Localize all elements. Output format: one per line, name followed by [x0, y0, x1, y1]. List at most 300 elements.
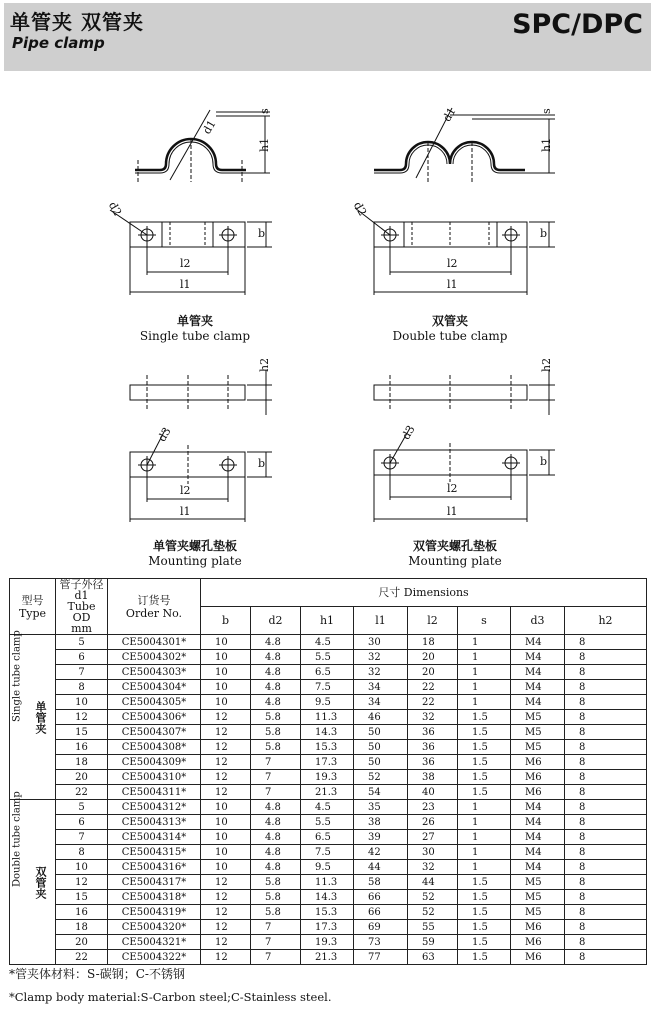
- table-cell: 4.8: [251, 695, 301, 710]
- table-row: [10, 905, 647, 920]
- table-cell: CE5004319*: [108, 905, 201, 920]
- caption-single-plate: [110, 539, 280, 569]
- table-cell: 44: [354, 860, 408, 875]
- caption-single-en: Single tube clamp: [139, 329, 251, 343]
- table-cell: 4.8: [251, 860, 301, 875]
- dim-d1: d1: [200, 117, 219, 137]
- dim-d1-double: d1: [440, 105, 459, 124]
- table-cell: 66: [354, 890, 408, 905]
- table-cell: 40: [408, 785, 458, 800]
- table-cell: 10: [56, 695, 108, 710]
- table-cell: 7.5: [301, 845, 354, 860]
- table-row: [10, 725, 647, 740]
- table-cell: 19.3: [301, 935, 354, 950]
- table-cell: M4: [511, 800, 565, 815]
- table-cell: 11.3: [301, 710, 354, 725]
- table-cell: 4.8: [251, 680, 301, 695]
- dim-b-double: b: [540, 227, 548, 240]
- table-cell: 8: [565, 905, 647, 920]
- table-row: [10, 710, 647, 725]
- table-cell: 6.5: [301, 665, 354, 680]
- table-cell: 8: [565, 710, 647, 725]
- dim-l2: l2: [180, 257, 191, 270]
- table-cell: 7: [251, 920, 301, 935]
- table-cell: 1: [458, 665, 511, 680]
- dim-l2-double: l2: [447, 257, 458, 270]
- table-cell: 1.5: [458, 710, 511, 725]
- table-cell: 10: [201, 695, 251, 710]
- table-cell: 5.8: [251, 740, 301, 755]
- table-cell: 8: [565, 860, 647, 875]
- dim-l2-plate: l2: [180, 484, 191, 497]
- table-cell: 4.5: [301, 635, 354, 650]
- table-cell: 12: [201, 785, 251, 800]
- caption-plate-single-cn: 单管夹螺孔垫板: [152, 539, 237, 553]
- dim-l1-double: l1: [447, 278, 458, 291]
- table-cell: CE5004318*: [108, 890, 201, 905]
- table-cell: 12: [201, 905, 251, 920]
- table-row: [10, 950, 647, 965]
- table-cell: CE5004322*: [108, 950, 201, 965]
- type-double-cell: Double tube clamp 双管夹: [10, 800, 56, 965]
- dim-h2-double: h2: [540, 357, 553, 372]
- table-cell: 7: [251, 950, 301, 965]
- single-clamp-side-view: [135, 108, 271, 182]
- table-cell: 12: [56, 710, 108, 725]
- table-cell: 21.3: [301, 950, 354, 965]
- table-cell: 55: [408, 920, 458, 935]
- table-cell: M6: [511, 770, 565, 785]
- table-cell: 5.5: [301, 650, 354, 665]
- table-cell: M6: [511, 785, 565, 800]
- table-cell: 15: [56, 725, 108, 740]
- table-cell: 36: [408, 740, 458, 755]
- table-cell: 1.5: [458, 875, 511, 890]
- table-cell: 52: [354, 770, 408, 785]
- table-row: [10, 665, 647, 680]
- table-cell: 8: [565, 800, 647, 815]
- table-cell: 4.8: [251, 800, 301, 815]
- dim-l1-plate: l1: [180, 505, 191, 518]
- table-cell: 42: [354, 845, 408, 860]
- table-cell: CE5004305*: [108, 695, 201, 710]
- table-cell: CE5004314*: [108, 830, 201, 845]
- table-cell: 10: [201, 830, 251, 845]
- table-cell: 7: [251, 770, 301, 785]
- table-cell: 6.5: [301, 830, 354, 845]
- table-cell: 5: [56, 800, 108, 815]
- table-cell: 38: [354, 815, 408, 830]
- table-cell: 50: [354, 755, 408, 770]
- caption-plate-double-en: Mounting plate: [408, 554, 502, 568]
- table-cell: 22: [56, 950, 108, 965]
- table-cell: M5: [511, 740, 565, 755]
- table-cell: 7.5: [301, 680, 354, 695]
- table-cell: M5: [511, 890, 565, 905]
- table-cell: 8: [565, 695, 647, 710]
- table-cell: 14.3: [301, 725, 354, 740]
- note-material-en: *Clamp body material:S-Carbon steel;C-Stainless steel.: [9, 990, 332, 1004]
- table-cell: M4: [511, 635, 565, 650]
- table-cell: M4: [511, 815, 565, 830]
- table-cell: 27: [408, 830, 458, 845]
- table-cell: CE5004310*: [108, 770, 201, 785]
- header-col-l1: l1: [354, 607, 408, 635]
- table-cell: 1.5: [458, 785, 511, 800]
- dim-h2: h2: [258, 357, 271, 372]
- table-cell: 20: [56, 770, 108, 785]
- table-cell: 63: [408, 950, 458, 965]
- table-cell: 1.5: [458, 725, 511, 740]
- table-cell: M4: [511, 845, 565, 860]
- caption-double-en: Double tube clamp: [392, 329, 508, 343]
- table-cell: 12: [201, 920, 251, 935]
- table-cell: 12: [201, 950, 251, 965]
- table-cell: CE5004304*: [108, 680, 201, 695]
- table-cell: 38: [408, 770, 458, 785]
- table-cell: 1: [458, 800, 511, 815]
- table-cell: M6: [511, 755, 565, 770]
- note-material-cn: *管夹体材料：S-碳钢；C-不锈钢: [9, 967, 185, 981]
- header-tube-od: 管子外径 d1 Tube OD mm: [56, 579, 108, 635]
- table-cell: 12: [56, 875, 108, 890]
- table-cell: 8: [565, 920, 647, 935]
- table-cell: 35: [354, 800, 408, 815]
- dim-s: s: [258, 108, 271, 114]
- single-plate-top-view: [130, 425, 272, 522]
- table-cell: 5.8: [251, 875, 301, 890]
- table-cell: 30: [408, 845, 458, 860]
- table-cell: CE5004308*: [108, 740, 201, 755]
- table-cell: 8: [565, 680, 647, 695]
- caption-plate-single-en: Mounting plate: [148, 554, 242, 568]
- table-cell: 8: [56, 845, 108, 860]
- table-row: [10, 935, 647, 950]
- table-cell: 52: [408, 890, 458, 905]
- table-cell: M4: [511, 830, 565, 845]
- table-row: [10, 875, 647, 890]
- header-col-d2: d2: [251, 607, 301, 635]
- table-cell: CE5004301*: [108, 635, 201, 650]
- table-row: [10, 680, 647, 695]
- table-cell: 1.5: [458, 740, 511, 755]
- table-row: [10, 770, 647, 785]
- table-cell: 52: [408, 905, 458, 920]
- table-cell: 4.8: [251, 650, 301, 665]
- table-cell: 11.3: [301, 875, 354, 890]
- table-cell: 10: [56, 860, 108, 875]
- title-en: Pipe clamp: [12, 34, 105, 52]
- table-cell: 1: [458, 860, 511, 875]
- table-cell: M5: [511, 710, 565, 725]
- table-cell: 8: [565, 665, 647, 680]
- table-cell: 26: [408, 815, 458, 830]
- table-cell: 10: [201, 650, 251, 665]
- table-cell: 1.5: [458, 935, 511, 950]
- single-plate-side-view: [130, 358, 272, 415]
- table-cell: 14.3: [301, 890, 354, 905]
- table-row: [10, 920, 647, 935]
- table-cell: 1: [458, 845, 511, 860]
- table-cell: 9.5: [301, 695, 354, 710]
- table-cell: 1.5: [458, 920, 511, 935]
- table-row: [10, 830, 647, 845]
- table-cell: 20: [408, 650, 458, 665]
- table-cell: CE5004303*: [108, 665, 201, 680]
- table-row: [10, 800, 647, 815]
- dim-d3: d3: [155, 425, 174, 444]
- dim-l2-plate-double: l2: [447, 482, 458, 495]
- table-row: [10, 635, 647, 650]
- table-cell: 59: [408, 935, 458, 950]
- table-cell: 6: [56, 650, 108, 665]
- dim-h1: h1: [258, 137, 271, 152]
- table-cell: 5.5: [301, 815, 354, 830]
- table-cell: 20: [56, 935, 108, 950]
- table-cell: 12: [201, 755, 251, 770]
- caption-double-cn: 双管夹: [431, 314, 468, 328]
- table-cell: 4.8: [251, 845, 301, 860]
- type-single-cell: Single tube clamp 单管夹: [10, 635, 56, 800]
- table-cell: 54: [354, 785, 408, 800]
- table-cell: 12: [201, 875, 251, 890]
- page-header: [4, 3, 651, 71]
- header-order-no: 订货号 Order No.: [108, 579, 201, 635]
- dim-d2: d2: [105, 199, 125, 219]
- dim-b: b: [258, 227, 266, 240]
- table-cell: CE5004313*: [108, 815, 201, 830]
- table-cell: M4: [511, 665, 565, 680]
- table-cell: 4.8: [251, 665, 301, 680]
- table-cell: 1: [458, 830, 511, 845]
- table-cell: 36: [408, 755, 458, 770]
- table-cell: 10: [201, 845, 251, 860]
- table-cell: 69: [354, 920, 408, 935]
- table-cell: 66: [354, 905, 408, 920]
- table-cell: CE5004317*: [108, 875, 201, 890]
- table-cell: 58: [354, 875, 408, 890]
- table-cell: 9.5: [301, 860, 354, 875]
- table-cell: 12: [201, 890, 251, 905]
- header-col-l2: l2: [408, 607, 458, 635]
- table-cell: 8: [565, 875, 647, 890]
- table-cell: 23: [408, 800, 458, 815]
- table-cell: 8: [565, 725, 647, 740]
- table-cell: 18: [408, 635, 458, 650]
- table-row: [10, 845, 647, 860]
- table-cell: 1.5: [458, 770, 511, 785]
- table-cell: 10: [201, 635, 251, 650]
- table-cell: 1.5: [458, 890, 511, 905]
- table-cell: 8: [56, 680, 108, 695]
- table-cell: 4.8: [251, 635, 301, 650]
- table-row: [10, 740, 647, 755]
- dim-b-plate: b: [258, 457, 266, 470]
- table-cell: 4.8: [251, 830, 301, 845]
- table-cell: 12: [201, 740, 251, 755]
- spec-table: [9, 578, 647, 965]
- table-cell: 7: [251, 755, 301, 770]
- table-cell: M4: [511, 650, 565, 665]
- table-cell: 22: [408, 695, 458, 710]
- table-cell: 7: [56, 665, 108, 680]
- double-plate-side-view: [374, 358, 555, 415]
- table-cell: 5: [56, 635, 108, 650]
- table-cell: CE5004316*: [108, 860, 201, 875]
- table-row: [10, 860, 647, 875]
- table-cell: 1: [458, 650, 511, 665]
- caption-double-plate: [370, 539, 540, 569]
- table-row: [10, 695, 647, 710]
- caption-single-clamp: [120, 314, 270, 344]
- table-cell: 10: [201, 680, 251, 695]
- table-cell: 1: [458, 815, 511, 830]
- table-cell: 7: [251, 785, 301, 800]
- table-cell: 8: [565, 845, 647, 860]
- table-cell: CE5004306*: [108, 710, 201, 725]
- caption-plate-double-cn: 双管夹螺孔垫板: [412, 539, 497, 553]
- table-cell: 8: [565, 890, 647, 905]
- header-col-b: b: [201, 607, 251, 635]
- technical-drawings: [0, 70, 655, 575]
- caption-double-clamp: [375, 314, 525, 344]
- table-cell: 22: [408, 680, 458, 695]
- table-cell: 12: [201, 710, 251, 725]
- header-col-h1: h1: [301, 607, 354, 635]
- table-cell: CE5004321*: [108, 935, 201, 950]
- table-cell: 17.3: [301, 920, 354, 935]
- table-cell: 30: [354, 635, 408, 650]
- table-cell: 10: [201, 665, 251, 680]
- double-clamp-top-view: [351, 200, 555, 295]
- table-cell: 7: [56, 830, 108, 845]
- double-clamp-side-view: [374, 105, 555, 182]
- dim-l1: l1: [180, 278, 191, 291]
- single-clamp-top-view: [106, 200, 272, 295]
- table-cell: CE5004311*: [108, 785, 201, 800]
- table-cell: 8: [565, 785, 647, 800]
- dim-h1-double: h1: [540, 137, 553, 152]
- title-cn: 单管夹 双管夹: [10, 10, 144, 34]
- table-cell: 46: [354, 710, 408, 725]
- table-cell: 12: [201, 725, 251, 740]
- table-cell: 12: [201, 770, 251, 785]
- table-cell: 50: [354, 725, 408, 740]
- table-cell: M4: [511, 860, 565, 875]
- table-cell: 15.3: [301, 740, 354, 755]
- table-cell: CE5004312*: [108, 800, 201, 815]
- table-cell: 4.5: [301, 800, 354, 815]
- table-cell: CE5004320*: [108, 920, 201, 935]
- table-cell: 8: [565, 740, 647, 755]
- table-cell: CE5004302*: [108, 650, 201, 665]
- table-cell: 8: [565, 935, 647, 950]
- table-cell: 8: [565, 755, 647, 770]
- table-cell: 12: [201, 935, 251, 950]
- table-cell: 16: [56, 740, 108, 755]
- table-cell: 32: [408, 860, 458, 875]
- table-cell: 1.5: [458, 905, 511, 920]
- table-cell: 8: [565, 770, 647, 785]
- table-cell: M5: [511, 725, 565, 740]
- table-cell: 10: [201, 815, 251, 830]
- table-cell: M6: [511, 950, 565, 965]
- table-cell: 73: [354, 935, 408, 950]
- table-cell: 8: [565, 815, 647, 830]
- dim-s-double: s: [540, 108, 553, 114]
- dim-d3-double: d3: [399, 423, 418, 442]
- table-cell: 5.8: [251, 725, 301, 740]
- table-cell: M6: [511, 920, 565, 935]
- header-type: 型号 Type: [10, 579, 56, 635]
- table-cell: 8: [565, 950, 647, 965]
- table-cell: M4: [511, 680, 565, 695]
- table-cell: 8: [565, 830, 647, 845]
- table-cell: 18: [56, 920, 108, 935]
- table-row: [10, 785, 647, 800]
- table-cell: 16: [56, 905, 108, 920]
- table-cell: 22: [56, 785, 108, 800]
- table-cell: 15.3: [301, 905, 354, 920]
- table-cell: 19.3: [301, 770, 354, 785]
- table-cell: 1.5: [458, 755, 511, 770]
- table-cell: 36: [408, 725, 458, 740]
- table-cell: 5.8: [251, 710, 301, 725]
- table-cell: CE5004315*: [108, 845, 201, 860]
- table-row: [10, 815, 647, 830]
- table-cell: 1: [458, 680, 511, 695]
- caption-single-cn: 单管夹: [176, 314, 213, 328]
- table-cell: 10: [201, 800, 251, 815]
- table-cell: 1.5: [458, 950, 511, 965]
- table-cell: 17.3: [301, 755, 354, 770]
- table-cell: 21.3: [301, 785, 354, 800]
- header-col-d3: d3: [511, 607, 565, 635]
- table-cell: 1: [458, 635, 511, 650]
- table-row: [10, 650, 647, 665]
- product-code: SPC/DPC: [512, 9, 643, 40]
- table-cell: 34: [354, 695, 408, 710]
- dim-d2-double: d2: [350, 199, 370, 219]
- table-cell: 8: [565, 635, 647, 650]
- table-cell: 6: [56, 815, 108, 830]
- header-dimensions: 尺寸 Dimensions: [201, 579, 647, 607]
- table-cell: M6: [511, 935, 565, 950]
- table-cell: 32: [354, 665, 408, 680]
- table-cell: 4.8: [251, 815, 301, 830]
- dim-l1-plate-double: l1: [447, 505, 458, 518]
- table-cell: 18: [56, 755, 108, 770]
- table-cell: 20: [408, 665, 458, 680]
- table-cell: 8: [565, 650, 647, 665]
- table-cell: 1: [458, 695, 511, 710]
- table-row: [10, 890, 647, 905]
- table-cell: CE5004309*: [108, 755, 201, 770]
- table-cell: 7: [251, 935, 301, 950]
- table-cell: M4: [511, 695, 565, 710]
- dim-b-plate-double: b: [540, 455, 548, 468]
- table-row: [10, 755, 647, 770]
- table-cell: 15: [56, 890, 108, 905]
- table-cell: 10: [201, 860, 251, 875]
- double-plate-top-view: [374, 423, 555, 522]
- header-col-h2: h2: [565, 607, 647, 635]
- table-cell: 50: [354, 740, 408, 755]
- table-cell: M5: [511, 905, 565, 920]
- table-cell: 34: [354, 680, 408, 695]
- table-cell: 32: [354, 650, 408, 665]
- table-cell: 77: [354, 950, 408, 965]
